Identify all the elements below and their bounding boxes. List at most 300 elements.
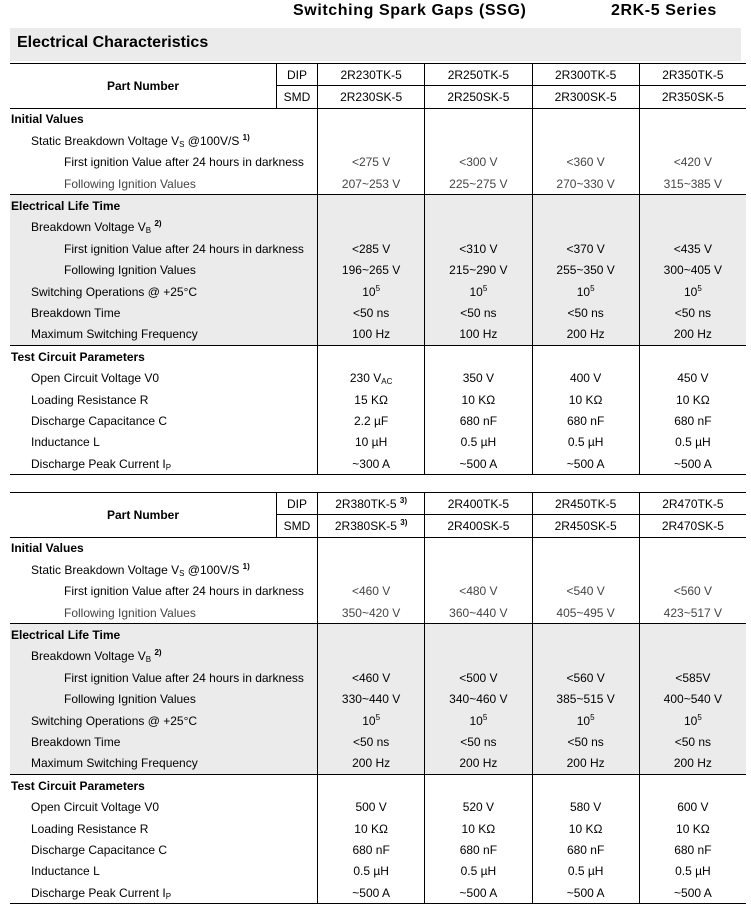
smd-label: SMD: [277, 86, 318, 108]
param-symbol: R: [139, 392, 149, 407]
cell-text: <285 V: [351, 241, 391, 256]
param-name: Maximum Switching Frequency: [31, 756, 198, 771]
switching-operations-label: [10, 710, 318, 731]
test-circuit-value: [532, 346, 639, 368]
cell-text: 300~405 V: [663, 263, 723, 278]
cell-text: <50 ns: [674, 734, 712, 749]
cell-text: 200 Hz: [673, 327, 712, 342]
power-base: 10: [469, 284, 483, 299]
discharge-capacitance-value: [318, 839, 425, 860]
life-following-value: [425, 260, 532, 281]
cell-text: 200 Hz: [459, 756, 498, 771]
smd-label: SMD: [277, 515, 318, 537]
open-circuit-voltage-value: [425, 796, 532, 817]
cell-text: <50 ns: [352, 734, 390, 749]
cell-text: 360~440 V: [449, 605, 508, 620]
discharge-peak-current-value: [425, 453, 532, 475]
discharge-capacitance-value: [639, 839, 746, 860]
smd-part-number: [318, 86, 425, 108]
param-name: First ignition Value after 24 hours in darkness: [64, 670, 304, 685]
electrical-life-value: [318, 195, 425, 217]
cell-text: <50 ns: [352, 305, 390, 320]
power-base: 10: [576, 713, 591, 728]
max-switching-frequency-label: [10, 753, 318, 775]
discharge-peak-current-value: [639, 882, 746, 904]
open-circuit-voltage-value: [639, 367, 746, 388]
life-first-ignition-value: [425, 667, 532, 688]
test-circuit-value: [425, 775, 532, 797]
subscript: S: [179, 139, 185, 149]
static-following-label: [10, 602, 318, 624]
power-exponent: 5: [697, 712, 702, 722]
static-breakdown-value: [639, 559, 746, 580]
inductance-value: [639, 861, 746, 882]
cell-text: 2.2 µF: [353, 413, 389, 428]
cell-text: 10 KΩ: [461, 392, 496, 407]
cell-text: <560 V: [673, 584, 713, 599]
static-breakdown-value: [318, 130, 425, 151]
max-switching-frequency-value: [425, 324, 532, 346]
max-switching-frequency-value: [532, 324, 639, 346]
part-number-header: Part Number: [10, 493, 277, 538]
cell-text: <50 ns: [674, 305, 712, 320]
footnote-marker: 1): [242, 561, 250, 571]
life-first-ignition-value: [318, 667, 425, 688]
smd-part-number: [425, 86, 532, 108]
cell-text: 680 nF: [459, 842, 498, 857]
static-following-value: [532, 602, 639, 624]
life-following-value: [318, 689, 425, 710]
static-breakdown-label: [10, 559, 318, 580]
inductance-value: [532, 432, 639, 453]
cell-text: 450 V: [677, 371, 709, 386]
static-first-ignition-value: [425, 152, 532, 173]
cell-text: <300 V: [459, 155, 498, 170]
breakdown-time-value: [425, 731, 532, 752]
condition: @ +25°C: [147, 284, 198, 299]
static-first-ignition-value: [318, 581, 425, 602]
test-circuit-value: [425, 346, 532, 368]
switching-operations-value: [425, 710, 532, 731]
static-breakdown-value: [639, 130, 746, 151]
life-first-ignition-value: [425, 238, 532, 259]
footnote-marker: 2): [154, 648, 162, 658]
dip-part-number-text: 2R300TK-5: [554, 67, 617, 82]
dip-part-number: [532, 493, 639, 515]
param-name: Breakdown Voltage V: [31, 220, 146, 235]
cell-text: <50 ns: [567, 305, 604, 320]
discharge-capacitance-value: [639, 410, 746, 431]
electrical-life-label: [10, 624, 318, 646]
footnote-marker: 3): [399, 495, 408, 505]
cell-text: 10 KΩ: [676, 392, 710, 407]
initial-values-value: [639, 108, 746, 130]
life-following-value: [532, 689, 639, 710]
test-circuit-value: [318, 346, 425, 368]
static-following-value: [318, 173, 425, 195]
param-name: Loading Resistance: [31, 821, 137, 836]
static-following-value: [532, 173, 639, 195]
param-name: Following Ignition Values: [64, 605, 196, 620]
power-exponent: 5: [375, 283, 381, 293]
test-circuit-value: [532, 775, 639, 797]
param-symbol: V0: [144, 371, 160, 386]
switching-operations-value: [318, 710, 425, 731]
life-following-label: [10, 689, 318, 710]
discharge-peak-current-value: [318, 453, 425, 475]
cell-text: 10 µH: [354, 435, 388, 450]
param-symbol: L: [93, 864, 100, 879]
initial-values-value: [532, 537, 639, 559]
open-circuit-voltage-value: [639, 796, 746, 817]
dip-part-number-text: 2R350TK-5: [662, 67, 724, 82]
loading-resistance-label: [10, 818, 318, 839]
static-breakdown-value: [318, 559, 425, 580]
cell-text: <540 V: [566, 584, 605, 599]
group-title: Initial Values: [11, 112, 84, 127]
smd-part-number: [532, 86, 639, 108]
param-name: Following Ignition Values: [64, 176, 196, 191]
breakdown-time-label: [10, 302, 318, 323]
cell-text: 580 V: [569, 800, 602, 815]
initial-values-value: [532, 108, 639, 130]
page-header: [0, 0, 751, 28]
power-base: 10: [469, 713, 483, 728]
static-first-ignition-value: [639, 581, 746, 602]
smd-part-number-text: 2R350SK-5: [661, 90, 724, 105]
electrical-life-value: [425, 624, 532, 646]
cell-text: 315~385 V: [663, 176, 723, 191]
switching-operations-value: [639, 710, 746, 731]
max-switching-frequency-value: [639, 324, 746, 346]
cell-text: ~500 A: [459, 885, 498, 900]
param-name: Static Breakdown Voltage V: [31, 562, 180, 577]
smd-part-number: [639, 515, 746, 537]
dip-part-number-text: 2R400TK-5: [447, 496, 510, 511]
inductance-value: [532, 861, 639, 882]
test-circuit-label: [10, 346, 318, 368]
test-circuit-label: [10, 775, 318, 797]
dip-part-number-text: 2R250TK-5: [447, 67, 510, 82]
cell-text: 0.5 µH: [353, 864, 389, 879]
static-first-ignition-value: [532, 152, 639, 173]
smd-part-number-text: 2R400SK-5: [447, 519, 510, 534]
breakdown-time-value: [425, 302, 532, 323]
group-title: Test Circuit Parameters: [11, 778, 145, 793]
cell-text: 10 KΩ: [461, 821, 496, 836]
group-title: Electrical Life Time: [11, 199, 121, 214]
loading-resistance-value: [318, 818, 425, 839]
param-name: Loading Resistance: [31, 392, 137, 407]
dip-part-number: [425, 493, 532, 515]
param-name: Breakdown Time: [31, 734, 121, 749]
cell-text: 0.5 µH: [460, 435, 497, 450]
spec-table-2: [10, 492, 746, 904]
breakdown-voltage-value: [532, 646, 639, 667]
static-first-ignition-value: [318, 152, 425, 173]
cell-text: 10 KΩ: [568, 821, 603, 836]
param-name: Following Ignition Values: [64, 263, 196, 278]
inductance-value: [639, 432, 746, 453]
cell-text: 0.5 µH: [460, 864, 497, 879]
spec-table-1: [10, 63, 746, 475]
cell-text: 405~495 V: [556, 605, 615, 620]
param-name: Open Circuit Voltage: [31, 371, 142, 386]
param-symbol: C: [158, 413, 168, 428]
cell-text: 225~275 V: [449, 176, 508, 191]
cell-text: 680 nF: [566, 413, 605, 428]
initial-values-label: [10, 537, 318, 559]
life-first-ignition-value: [318, 238, 425, 259]
subscript: P: [165, 462, 172, 472]
static-breakdown-value: [425, 130, 532, 151]
param-name: Static Breakdown Voltage V: [31, 133, 180, 148]
param-symbol: L: [93, 435, 100, 450]
footnote-marker: 1): [242, 132, 250, 142]
subscript: S: [179, 568, 185, 578]
param-name: Following Ignition Values: [64, 692, 196, 707]
param-name: Switching Operations: [31, 713, 145, 728]
open-circuit-voltage-value: [532, 367, 639, 388]
electrical-life-value: [532, 195, 639, 217]
power-base: 10: [683, 713, 698, 728]
cell-text: 0.5 µH: [675, 435, 711, 450]
cell-text: <560 V: [566, 670, 605, 685]
cell-text: 270~330 V: [556, 176, 615, 191]
smd-part-number: [639, 86, 746, 108]
cell-text: ~500 A: [674, 456, 712, 471]
max-switching-frequency-label: [10, 324, 318, 346]
smd-part-number-text: 2R470SK-5: [661, 519, 724, 534]
condition: @ +25°C: [147, 713, 198, 728]
power-exponent: 5: [482, 712, 488, 722]
group-title: Test Circuit Parameters: [11, 349, 145, 364]
loading-resistance-value: [532, 389, 639, 410]
life-first-ignition-label: [10, 667, 318, 688]
param-name: Discharge Capacitance: [31, 842, 156, 857]
breakdown-voltage-value: [425, 217, 532, 238]
initial-values-value: [425, 537, 532, 559]
initial-values-value: [639, 537, 746, 559]
breakdown-time-value: [639, 731, 746, 752]
power-exponent: 5: [375, 712, 381, 722]
dip-part-number-text: 2R380TK-5: [335, 496, 397, 511]
cell-text: 207~253 V: [341, 176, 401, 191]
breakdown-voltage-value: [318, 646, 425, 667]
life-following-label: [10, 260, 318, 281]
open-circuit-voltage-value: [532, 796, 639, 817]
discharge-capacitance-value: [425, 410, 532, 431]
cell-text: <275 V: [351, 155, 391, 170]
discharge-capacitance-label: [10, 410, 318, 431]
smd-part-number-text: 2R300SK-5: [554, 90, 617, 105]
life-first-ignition-label: [10, 238, 318, 259]
loading-resistance-value: [425, 818, 532, 839]
cell-text: 0.5 µH: [567, 435, 604, 450]
static-first-ignition-label: [10, 581, 318, 602]
cell-text: 680 nF: [352, 842, 390, 857]
test-circuit-value: [639, 346, 746, 368]
switching-operations-value: [639, 281, 746, 302]
life-following-value: [318, 260, 425, 281]
max-switching-frequency-value: [318, 324, 425, 346]
electrical-life-value: [425, 195, 532, 217]
discharge-capacitance-value: [532, 410, 639, 431]
smd-part-number-text: 2R380SK-5: [334, 519, 397, 534]
dip-label: DIP: [277, 64, 318, 86]
cell-text: ~300 A: [352, 456, 390, 471]
param-symbol: R: [139, 821, 149, 836]
static-following-value: [425, 602, 532, 624]
cell-text: 255~350 V: [556, 263, 615, 278]
cell-text: <370 V: [566, 241, 605, 256]
power-base: 10: [362, 713, 376, 728]
dip-part-number-text: 2R470TK-5: [662, 496, 724, 511]
inductance-value: [425, 432, 532, 453]
electrical-life-value: [639, 195, 746, 217]
cell-text: <435 V: [673, 241, 713, 256]
cell-text: 500 V: [355, 800, 387, 815]
cell-text: ~500 A: [352, 885, 390, 900]
discharge-peak-current-value: [425, 882, 532, 904]
breakdown-voltage-value: [639, 646, 746, 667]
cell-text: 200 Hz: [673, 756, 712, 771]
static-first-ignition-label: [10, 152, 318, 173]
cell-text: 200 Hz: [566, 756, 605, 771]
discharge-peak-current-value: [639, 453, 746, 475]
breakdown-time-label: [10, 731, 318, 752]
param-name: Inductance: [31, 864, 90, 879]
max-switching-frequency-value: [532, 753, 639, 775]
group-title: Electrical Life Time: [11, 628, 121, 643]
cell-text: 100 Hz: [352, 327, 391, 342]
smd-part-number: [532, 515, 639, 537]
smd-part-number-text: 2R250SK-5: [447, 90, 510, 105]
inductance-label: [10, 861, 318, 882]
cell-text: <585V: [675, 670, 711, 685]
max-switching-frequency-value: [425, 753, 532, 775]
dip-part-number-text: 2R230TK-5: [340, 67, 402, 82]
max-switching-frequency-value: [318, 753, 425, 775]
static-breakdown-label: [10, 130, 318, 151]
param-name: Inductance: [31, 435, 90, 450]
life-following-value: [639, 689, 746, 710]
section-banner: [10, 28, 741, 61]
cell-text: <480 V: [459, 584, 498, 599]
power-exponent: 5: [482, 283, 488, 293]
cell-text: <310 V: [459, 241, 498, 256]
life-first-ignition-value: [532, 238, 639, 259]
param-name: Breakdown Voltage V: [31, 649, 146, 664]
param-name: First ignition Value after 24 hours in darkness: [64, 584, 304, 599]
breakdown-time-value: [318, 731, 425, 752]
document-title: Switching Spark Gaps (SSG): [293, 2, 527, 19]
param-symbol: V0: [144, 800, 160, 815]
cell-text: ~500 A: [674, 885, 712, 900]
dip-part-number: [639, 493, 746, 515]
cell-text: 0.5 µH: [567, 864, 604, 879]
param-name: First ignition Value after 24 hours in darkness: [64, 241, 304, 256]
param-name: Switching Operations: [31, 284, 145, 299]
subscript: B: [145, 226, 152, 236]
discharge-peak-current-label: [10, 882, 318, 904]
static-first-ignition-value: [425, 581, 532, 602]
open-circuit-voltage-value: [425, 367, 532, 388]
open-circuit-voltage-value: [318, 367, 425, 388]
static-first-ignition-value: [639, 152, 746, 173]
cell-text: 600 V: [677, 800, 709, 815]
cell-text: <360 V: [566, 155, 605, 170]
param-symbol: C: [158, 842, 168, 857]
life-following-value: [639, 260, 746, 281]
static-following-value: [318, 602, 425, 624]
discharge-capacitance-label: [10, 839, 318, 860]
breakdown-voltage-value: [532, 217, 639, 238]
breakdown-voltage-label: [10, 646, 318, 667]
param-name: Discharge Peak Current: [31, 885, 160, 900]
discharge-peak-current-value: [532, 882, 639, 904]
electrical-life-label: [10, 195, 318, 217]
initial-values-value: [318, 537, 425, 559]
electrical-life-value: [318, 624, 425, 646]
cell-text: 230 V: [349, 371, 382, 386]
initial-values-label: [10, 108, 318, 130]
power-exponent: 5: [590, 283, 595, 293]
cell-text: <460 V: [351, 670, 391, 685]
static-following-value: [639, 173, 746, 195]
cell-text: 340~460 V: [449, 692, 508, 707]
switching-operations-value: [318, 281, 425, 302]
power-base: 10: [362, 284, 376, 299]
cell-text: 100 Hz: [459, 327, 498, 342]
static-following-value: [639, 602, 746, 624]
series-title: 2RK-5 Series: [611, 2, 717, 19]
param-symbol: I: [162, 885, 166, 900]
breakdown-time-value: [532, 302, 639, 323]
dip-part-number: [318, 493, 425, 515]
cell-text: 680 nF: [459, 413, 498, 428]
dip-part-number: [318, 64, 425, 86]
test-circuit-value: [639, 775, 746, 797]
breakdown-voltage-value: [639, 217, 746, 238]
test-circuit-value: [318, 775, 425, 797]
cell-text: 680 nF: [566, 842, 605, 857]
breakdown-voltage-value: [425, 646, 532, 667]
discharge-capacitance-value: [425, 839, 532, 860]
cell-text: 10 KΩ: [676, 821, 710, 836]
smd-part-number: [425, 515, 532, 537]
cell-text: <420 V: [673, 155, 713, 170]
param-name: First ignition Value after 24 hours in darkness: [64, 155, 304, 170]
param-name: Discharge Capacitance: [31, 413, 156, 428]
smd-part-number-text: 2R450SK-5: [554, 519, 617, 534]
cell-text: 215~290 V: [449, 263, 508, 278]
power-exponent: 5: [697, 283, 702, 293]
power-base: 10: [576, 284, 591, 299]
power-base: 10: [683, 284, 698, 299]
part-number-header: Part Number: [10, 64, 277, 109]
smd-part-number-text: 2R230SK-5: [340, 90, 403, 105]
subscript: B: [145, 655, 152, 665]
loading-resistance-value: [425, 389, 532, 410]
life-following-value: [425, 689, 532, 710]
subscript: P: [165, 891, 172, 901]
switching-operations-value: [532, 281, 639, 302]
cell-text: 680 nF: [674, 842, 712, 857]
cell-text: 350 V: [462, 371, 495, 386]
cell-text: 15 KΩ: [354, 392, 388, 407]
loading-resistance-value: [532, 818, 639, 839]
